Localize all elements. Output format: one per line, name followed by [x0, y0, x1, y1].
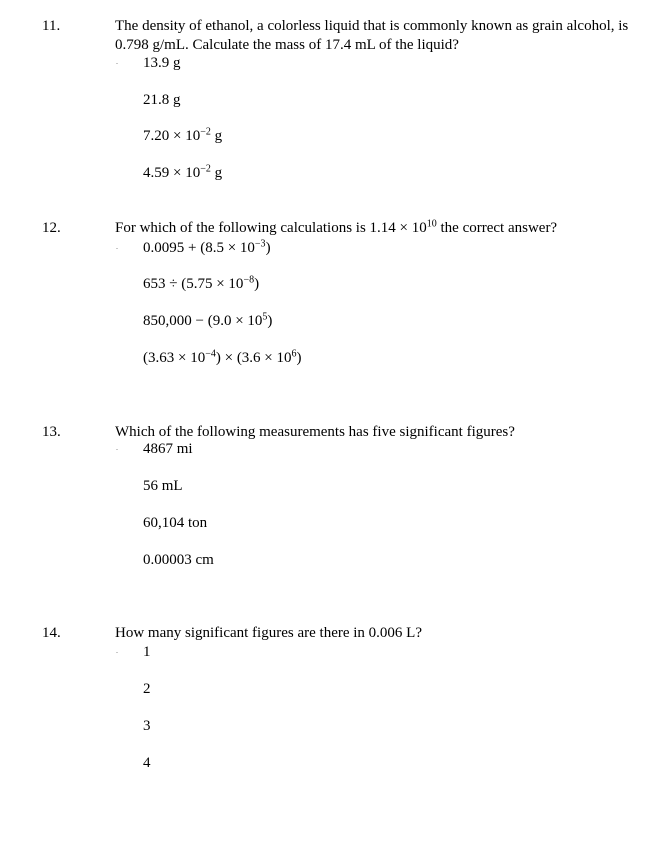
exponent: 5 [262, 311, 268, 323]
choice-text: 7.20 × 10 [143, 128, 201, 144]
exponent: 10 [426, 218, 437, 230]
choice-unit: g [210, 165, 223, 181]
answer-choice-a[interactable] [143, 239, 271, 257]
question-stem: The density of ethanol, a colorless liquid that is commonly known as grain alcohol, is 0.798 g/mL. Calculate the mass of 17.4 mL of the liquid? [115, 18, 629, 53]
answer-choice-d[interactable] [143, 349, 302, 367]
question-number: 13. [42, 424, 61, 440]
choice-text: 653 ÷ (5.75 × 10 [143, 276, 244, 292]
choice-marker [116, 652, 118, 653]
exponent: 6 [291, 348, 297, 360]
answer-choice-d[interactable]: 4 [143, 755, 151, 771]
answer-choice-a[interactable]: 1 [143, 644, 151, 660]
question-number: 12. [42, 220, 61, 236]
question-number: 14. [42, 625, 61, 641]
question-stem: How many significant figures are there in 0.006 L? [115, 625, 422, 641]
exponent: −3 [254, 238, 266, 250]
exponent: −2 [200, 126, 211, 138]
choice-marker [116, 449, 118, 450]
answer-choice-c[interactable] [143, 312, 272, 330]
choice-text-end: ) [254, 276, 260, 292]
answer-choice-b[interactable]: 56 mL [143, 478, 183, 494]
choice-marker [116, 63, 118, 64]
choice-text-end: ) [267, 313, 273, 329]
answer-choice-d[interactable] [143, 164, 222, 182]
choice-text: 4.59 × 10 [143, 165, 201, 181]
answer-choice-c[interactable] [143, 127, 222, 145]
choice-text-end: ) [265, 240, 271, 256]
exponent: −2 [200, 163, 211, 175]
choice-text: 13.9 g [143, 55, 181, 71]
stem-text: For which of the following calculations is 1.14 × 10 [115, 220, 427, 236]
answer-choice-b[interactable]: 2 [143, 681, 151, 697]
question-stem [115, 219, 655, 238]
exponent: −8 [243, 274, 255, 286]
answer-choice-b[interactable] [143, 91, 181, 109]
choice-text: 0.0095 + (8.5 × 10 [143, 240, 255, 256]
exponent: −4 [205, 348, 216, 360]
question-number: 11. [42, 18, 61, 34]
choice-text: 850,000 − (9.0 × 10 [143, 313, 263, 329]
answer-choice-c[interactable]: 3 [143, 718, 151, 734]
choice-text: (3.63 × 10 [143, 350, 206, 366]
choice-marker [116, 248, 118, 249]
answer-choice-b[interactable] [143, 275, 259, 293]
answer-choice-a[interactable]: 4867 mi [143, 441, 193, 457]
answer-choice-d[interactable]: 0.00003 cm [143, 552, 214, 568]
choice-unit: g [210, 128, 223, 144]
question-stem: Which of the following measurements has five significant figures? [115, 424, 515, 440]
choice-text-mid: ) × (3.6 × 10 [215, 350, 292, 366]
answer-choice-a[interactable] [143, 54, 181, 72]
stem-text-end: the correct answer? [436, 220, 558, 236]
choice-text: 21.8 g [143, 92, 181, 108]
choice-text-end: ) [296, 350, 302, 366]
answer-choice-c[interactable]: 60,104 ton [143, 515, 208, 531]
